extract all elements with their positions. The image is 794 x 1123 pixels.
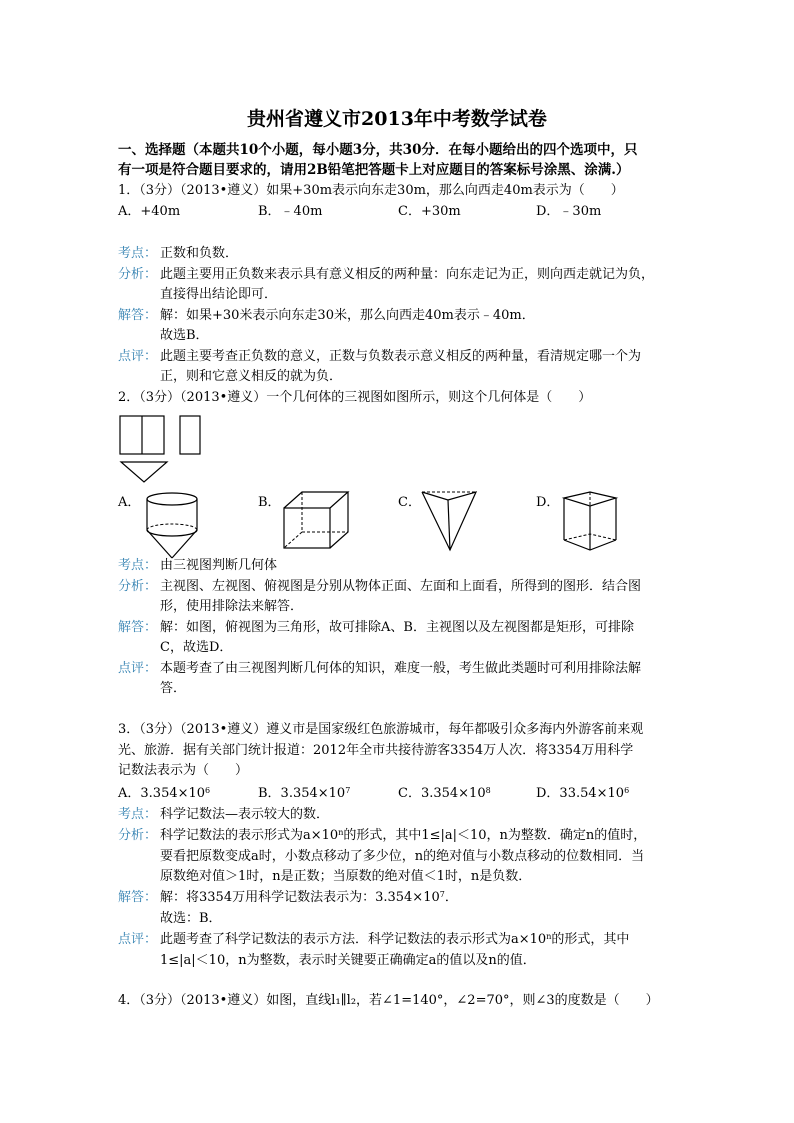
q2-jieda-1: 解：如图，俯视图为三角形，故可排除A、B．主视图以及左视图都是矩形，可排除 [160, 620, 634, 635]
q3-option-a: A．$3.354\times 10^6$ [118, 786, 211, 801]
q3-stem-3: 记数法表示为（ ） [118, 763, 249, 778]
section-header-line2: 有一项是符合题目要求的，请用2B铅笔把答题卡上对应题目的答案标号涂黑、涂满.） [118, 162, 630, 178]
q2-option-d: D． [536, 495, 560, 510]
q1-option-d: D．﹣30m [536, 204, 602, 219]
q2-jieda-2: C，故选D． [160, 640, 233, 655]
q3-fenxi-1: 科学记数法的表示形式为$a\times 10^n$的形式，其中1≤|a|＜10，n为整数．确定n的值时， [160, 828, 647, 843]
q2-option-b: B． [258, 495, 281, 510]
q2-fenxi-2: 形，使用排除法来解答． [160, 599, 304, 614]
q2-dianping-2: 答． [160, 681, 187, 696]
q3-jieda-2: 故选：B． [160, 911, 222, 926]
q2-stem: 2．（3分）（2013•遵义）一个几何体的三视图如图所示，则这个几何体是（ ） [118, 390, 592, 405]
q1-stem: 1．（3分）（2013•遵义）如果+30m表示向东走30m，那么向西走40m表示为（ ） [118, 183, 624, 198]
q3-jieda-1: 解：将3354万用科学记数法表示为：$3.354\times 10^7$． [160, 890, 458, 905]
q1-kaodian: 正数和负数． [160, 246, 239, 261]
q3-dianping-2: 1≤|a|＜10，n为整数，表示时关键要正确确定a的值以及n的值． [160, 953, 536, 968]
q2-kaodian-label: 考点： [118, 558, 158, 573]
q3-dianping-label: 点评： [118, 932, 158, 947]
option-c-tetrahedron-figure [420, 490, 480, 554]
q1-fenxi-label: 分析： [118, 267, 158, 282]
q1-dianping-label: 点评： [118, 349, 158, 364]
q2-option-c: C． [398, 495, 421, 510]
q2-dianping-1: 本题考查了由三视图判断几何体的知识，难度一般，考生做此类题时可利用排除法解 [160, 661, 642, 676]
q1-option-b: B．﹣40m [258, 204, 323, 219]
q3-stem-1: 3．（3分）（2013•遵义）遵义市是国家级红色旅游城市，每年都吸引众多海内外游客前来观 [118, 722, 644, 737]
q3-option-c: C．$3.354\times 10^8$ [398, 786, 491, 801]
q1-fenxi-2: 直接得出结论即可． [160, 287, 278, 302]
q2-dianping-label: 点评： [118, 661, 158, 676]
q1-dianping-1: 此题主要考查正负数的意义，正数与负数表示意义相反的两种量，看清规定哪一个为 [160, 349, 642, 364]
q3-jieda-label: 解答： [118, 890, 158, 905]
q3-fenxi-label: 分析： [118, 828, 158, 843]
q2-kaodian: 由三视图判断几何体 [160, 558, 278, 573]
option-d-triangular-prism-figure [560, 490, 620, 554]
q3-option-d: D．$33.54\times 10^6$ [536, 786, 630, 801]
q1-jieda-label: 解答： [118, 308, 158, 323]
q3-kaodian: 科学记数法—表示较大的数． [160, 807, 330, 822]
q1-option-a: A．+40m [118, 204, 181, 219]
q3-fenxi-2: 要看把原数变成a时，小数点移动了多少位，n的绝对值与小数点移动的位数相同．当 [160, 849, 645, 864]
q1-fenxi-1: 此题主要用正负数来表示具有意义相反的两种量：向东走记为正，则向西走就记为负， [160, 267, 655, 282]
q3-dianping-1: 此题考查了科学记数法的表示方法．科学记数法的表示形式为$a\times 10^n$的形式，其中 [160, 932, 630, 947]
q2-fenxi-label: 分析： [118, 579, 158, 594]
option-b-cube-figure [280, 490, 350, 550]
page-title: 贵州省遵义市2013年中考数学试卷 [247, 108, 547, 130]
q1-jieda-2: 故选B． [160, 328, 209, 343]
q3-fenxi-3: 原数绝对值＞1时，n是正数；当原数的绝对值＜1时，n是负数． [160, 869, 532, 884]
q3-stem-2: 光、旅游．据有关部门统计报道：2012年全市共接待游客3354万人次．将3354万用科学 [118, 743, 634, 758]
q2-option-a: A． [118, 495, 141, 510]
q4-stem: 4．（3分）（2013•遵义）如图，直线l₁∥l₂，若∠1=140°，∠2=70°，则∠3的度数是（ ） [118, 993, 659, 1008]
q3-option-b: B．$3.354\times 10^7$ [258, 786, 351, 801]
q1-jieda-1: 解：如果+30米表示向东走30米，那么向西走40m表示﹣40m． [160, 308, 535, 323]
q1-option-c: C．+30m [398, 204, 461, 219]
q3-kaodian-label: 考点： [118, 807, 158, 822]
section-header-line1: 一、选择题（本题共10个小题，每小题3分，共30分．在每小题给出的四个选项中，只 [118, 142, 638, 158]
q1-kaodian-label: 考点： [118, 246, 158, 261]
q2-fenxi-1: 主视图、左视图、俯视图是分别从物体正面、左面和上面看，所得到的图形．结合图 [160, 579, 642, 594]
q1-dianping-2: 正，则和它意义相反的就为负． [160, 369, 343, 384]
three-view-figure [118, 414, 208, 488]
q2-jieda-label: 解答： [118, 620, 158, 635]
option-a-cylinder-cone-figure [142, 490, 202, 562]
